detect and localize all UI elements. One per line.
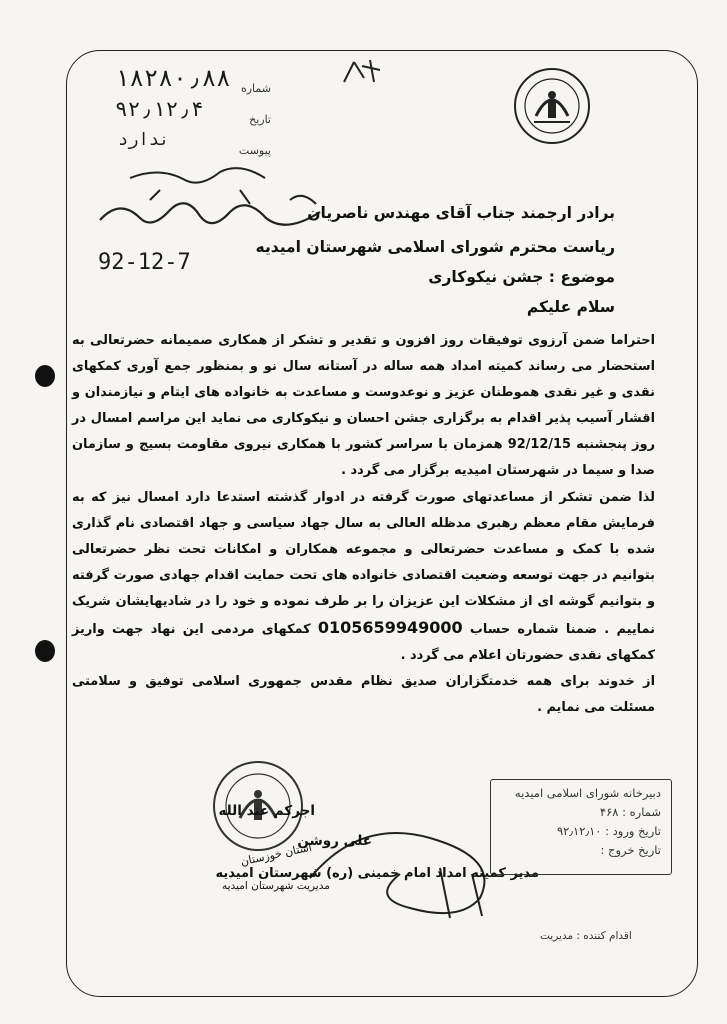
letter-date-value: ۹۲٫۱۲٫۴ bbox=[115, 97, 204, 121]
punch-hole bbox=[35, 640, 55, 662]
handwritten-date: 92-12-7 bbox=[98, 250, 191, 275]
action-by-note: اقدام کننده : مدیریت bbox=[540, 930, 632, 942]
registry-number-label: شماره bbox=[629, 805, 661, 819]
letter-body bbox=[72, 328, 655, 721]
registry-entry-row: تاریخ ورود : ۹۲٫۱۲٫۱۰ bbox=[556, 824, 661, 838]
registry-entry-label: تاریخ ورود bbox=[612, 824, 661, 838]
body-paragraph-2-end: کمکهای مردمی این نهاد جهت واریز کمکهای نقدی حضورتان اعلام می گردد . bbox=[72, 622, 655, 664]
recipient-position: ریاست محترم شورای اسلامی شهرستان امیدیه bbox=[255, 238, 615, 256]
registry-number-value: ۴۶۸ bbox=[599, 805, 619, 819]
recipient-line: برادر ارجمند جناب آقای مهندس ناصریان bbox=[307, 204, 615, 222]
signer-title: مدیر کمیته امداد امام خمینی (ره) شهرستان امیدیه bbox=[215, 866, 539, 881]
closing-phrase: اجرکم عند الله bbox=[218, 803, 315, 819]
body-paragraph-3: از خدوند برای همه خدمتگزاران صدیق نظام مقدس جمهوری اسلامی توفیق و سلامتی مسئلت می نمایم . bbox=[72, 674, 655, 716]
punch-hole bbox=[35, 365, 55, 387]
attachment-value: ندارد bbox=[118, 130, 170, 150]
registry-stamp bbox=[490, 779, 672, 875]
attachment-label: پیوست bbox=[238, 144, 271, 157]
number-label: شماره bbox=[240, 82, 271, 95]
organization-logo bbox=[512, 66, 592, 146]
registry-exit-row: تاریخ خروج : bbox=[600, 843, 661, 857]
stamp-county-text: مدیریت شهرستان امیدیه bbox=[222, 880, 330, 892]
body-paragraph-2-start: لذا ضمن تشکر از مساعدتهای صورت گرفته در ادوار گذشته استدعا دارد امسال نیز که به فرمایش مقام معظم رهبری مدظله العالی به سال جهاد سیاسی و جهاد اقتصادی نام گذاری شده با کمک و مساعدت حضرتعالی و مجموعه همکاران و امکانات تحت نظر حضرتعالی بتوانیم در جهت توسعه وضعیت اقتصادی خانواده های تحت حمایت اقدام جهادی صورت گرفته و بتوانیم گوشه ای از مشکلات این عزیزان را بر طرف نموده و خود را در شادیهایشان شریک نماییم . ضمنا شماره حساب bbox=[72, 489, 655, 638]
registry-stamp-title: دبیرخانه شورای اسلامی امیدیه bbox=[514, 786, 661, 800]
signature-mark-icon bbox=[340, 56, 388, 86]
date-label: تاریخ bbox=[249, 113, 271, 126]
registry-entry-value: ۹۲٫۱۲٫۱۰ bbox=[556, 824, 602, 838]
registry-exit-label: تاریخ خروج bbox=[608, 843, 661, 857]
body-paragraph-1: احتراما ضمن آرزوی توفیقات روز افزون و تقدیر و تشکر از همکاری صمیمانه حضرتعالی به استحضار می رساند کمیته امداد همه ساله در آستانه سال نو و بمنظور جمع آوری کمکهای نقدی و غیر نقدی هموطنان عزیز و نوعدوست و مساعدت به خانواده های ایتام و نیازمندان و اقشار آسیب پذیر اقدام به برگزاری جشن احسان و نیکوکاری می نماید این مراسم امسال در روز پنجشنبه 92/12/15 همزمان با سراسر کشور با همکاری نیروی مقاومت بسیج و سازمان صدا و سیما در شهرستان امیدیه برگزار می گردد . bbox=[72, 333, 655, 479]
letter-number-value: ۱۸۲۸۰٫۸۸ bbox=[115, 64, 231, 92]
stamp-province-text: استان خوزستان bbox=[239, 840, 313, 869]
bank-account-number: 0105659949000 bbox=[317, 618, 463, 638]
registry-number-row: شماره : ۴۶۸ bbox=[599, 805, 661, 819]
signer-name: علی روشن bbox=[297, 833, 372, 849]
subject-line: موضوع : جشن نیکوکاری bbox=[428, 268, 615, 286]
body-paragraph-2 bbox=[72, 485, 655, 670]
greeting: سلام علیکم bbox=[526, 298, 615, 316]
